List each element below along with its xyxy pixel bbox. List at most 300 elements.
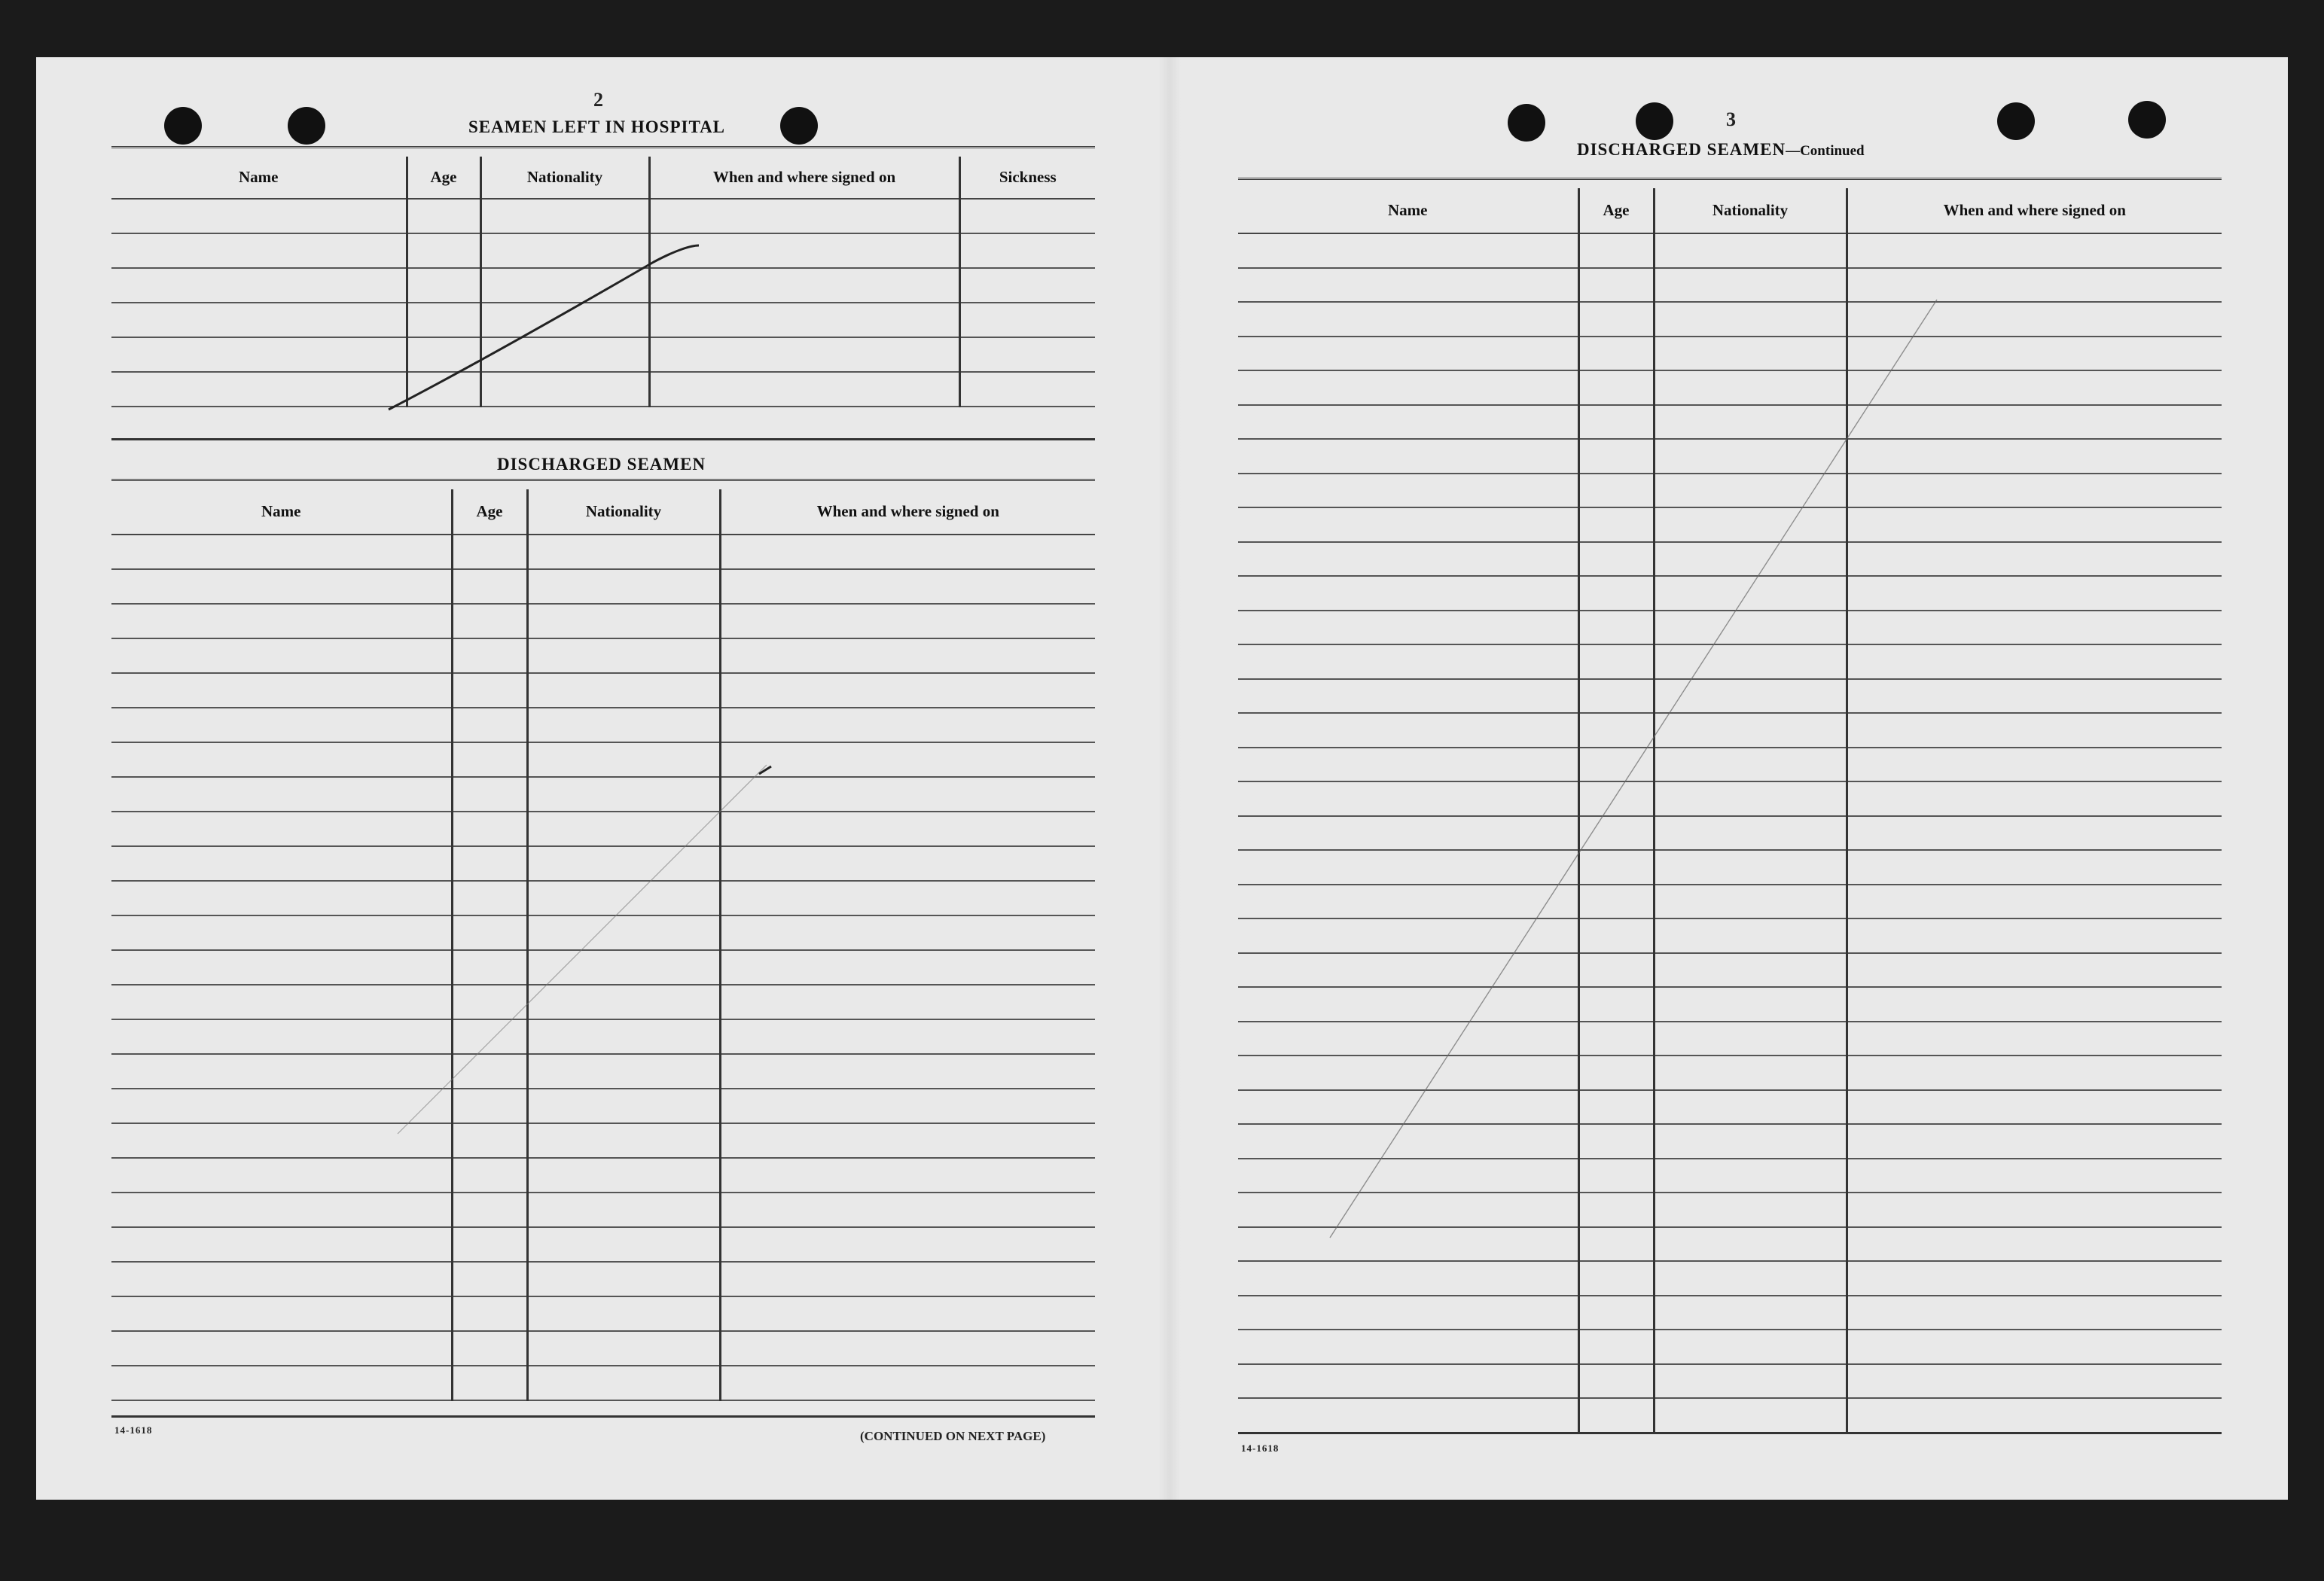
blank-cell: [1238, 816, 1578, 851]
table-row: [111, 1123, 1095, 1158]
punch-hole: [164, 107, 202, 145]
blank-cell: [720, 1193, 1095, 1227]
blank-cell: [111, 673, 452, 708]
blank-cell: [452, 604, 527, 638]
table-row: [111, 1158, 1095, 1193]
blank-cell: [1238, 337, 1578, 371]
blank-cell: [1847, 885, 2222, 919]
blank-cell: [111, 881, 452, 915]
column-header-when-and-where-signed-on: When and where signed on: [720, 489, 1095, 535]
blank-cell: [527, 604, 720, 638]
blank-cell: [1654, 816, 1847, 851]
hospital-bottom-rule: [111, 438, 1095, 440]
table-row: [1238, 953, 2222, 988]
blank-cell: [527, 881, 720, 915]
blank-cell: [1654, 644, 1847, 679]
table-row: [111, 303, 1095, 337]
blank-cell: [1847, 542, 2222, 577]
blank-cell: [111, 372, 407, 407]
blank-cell: [1238, 1364, 1578, 1399]
blank-cell: [111, 303, 407, 337]
blank-cell: [720, 638, 1095, 673]
blank-cell: [111, 1366, 452, 1400]
blank-cell: [452, 673, 527, 708]
table-row: [111, 604, 1095, 638]
blank-cell: [1238, 953, 1578, 988]
blank-cell: [1238, 1261, 1578, 1296]
blank-cell: [1847, 1022, 2222, 1056]
blank-cell: [1654, 370, 1847, 405]
table-row: [1238, 576, 2222, 611]
discharged-title-rule-right: [1238, 178, 2222, 182]
table-row: [1238, 474, 2222, 508]
form-code-left: 14-1618: [114, 1424, 153, 1436]
blank-cell: [1654, 1364, 1847, 1399]
blank-cell: [527, 812, 720, 846]
blank-cell: [527, 673, 720, 708]
blank-cell: [111, 846, 452, 881]
blank-cell: [527, 1262, 720, 1296]
table-row: [1238, 1193, 2222, 1227]
blank-cell: [1654, 1398, 1847, 1433]
blank-cell: [649, 233, 959, 268]
blank-cell: [1847, 1227, 2222, 1262]
table-row: [1238, 1124, 2222, 1159]
discharged-section-title-right: [1577, 140, 1865, 160]
blank-cell: [1847, 1330, 2222, 1364]
blank-cell: [959, 303, 1095, 337]
blank-cell: [527, 1123, 720, 1158]
blank-cell: [649, 199, 959, 233]
blank-cell: [527, 708, 720, 742]
blank-cell: [1238, 576, 1578, 611]
blank-cell: [1578, 781, 1654, 816]
table-row: [111, 233, 1095, 268]
blank-cell: [1578, 507, 1654, 542]
table-row: [1238, 439, 2222, 474]
blank-cell: [1654, 713, 1847, 748]
blank-cell: [1847, 268, 2222, 303]
blank-cell: [720, 673, 1095, 708]
blank-cell: [1238, 474, 1578, 508]
hospital-table: [111, 157, 1095, 407]
blank-cell: [407, 268, 480, 303]
blank-cell: [1654, 748, 1847, 782]
blank-cell: [527, 569, 720, 604]
blank-cell: [1238, 1090, 1578, 1125]
table-row: [1238, 1330, 2222, 1364]
blank-cell: [720, 1054, 1095, 1089]
table-row: [111, 1019, 1095, 1054]
blank-cell: [1847, 370, 2222, 405]
column-header-name: Name: [111, 157, 407, 199]
blank-cell: [1238, 1193, 1578, 1227]
table-row: [111, 1262, 1095, 1296]
blank-cell: [111, 1262, 452, 1296]
blank-cell: [111, 604, 452, 638]
blank-cell: [720, 1089, 1095, 1123]
blank-cell: [452, 1262, 527, 1296]
table-row: [111, 846, 1095, 881]
blank-cell: [527, 1366, 720, 1400]
blank-cell: [720, 604, 1095, 638]
blank-cell: [959, 233, 1095, 268]
blank-cell: [1847, 1364, 2222, 1399]
table-row: [111, 1193, 1095, 1227]
blank-cell: [720, 1158, 1095, 1193]
blank-cell: [1847, 576, 2222, 611]
blank-cell: [452, 569, 527, 604]
blank-cell: [1578, 816, 1654, 851]
blank-cell: [480, 268, 649, 303]
table-row: [111, 1331, 1095, 1366]
blank-cell: [1238, 1124, 1578, 1159]
blank-cell: [1578, 1227, 1654, 1262]
table-row: [1238, 850, 2222, 885]
ledger-sheet: [36, 57, 2288, 1500]
blank-cell: [1578, 644, 1654, 679]
blank-cell: [111, 742, 452, 777]
blank-cell: [452, 1366, 527, 1400]
blank-cell: [649, 372, 959, 407]
blank-cell: [720, 569, 1095, 604]
discharged-section-title-left: DISCHARGED SEAMEN: [497, 455, 706, 474]
blank-cell: [1578, 233, 1654, 268]
blank-cell: [527, 915, 720, 950]
table-row: [1238, 337, 2222, 371]
punch-hole: [1636, 102, 1673, 140]
blank-cell: [1578, 1193, 1654, 1227]
blank-cell: [1654, 1261, 1847, 1296]
blank-cell: [959, 199, 1095, 233]
blank-cell: [1578, 405, 1654, 440]
blank-cell: [452, 1227, 527, 1262]
table-row: [1238, 713, 2222, 748]
table-row: [1238, 233, 2222, 268]
column-header-name: Name: [1238, 188, 1578, 233]
blank-cell: [1654, 507, 1847, 542]
blank-cell: [1578, 1296, 1654, 1330]
blank-cell: [480, 337, 649, 372]
blank-cell: [1578, 987, 1654, 1022]
blank-cell: [527, 1227, 720, 1262]
blank-cell: [1654, 918, 1847, 953]
blank-cell: [527, 1054, 720, 1089]
blank-cell: [480, 303, 649, 337]
table-row: [1238, 679, 2222, 714]
blank-cell: [1238, 611, 1578, 645]
form-code-right: 14-1618: [1241, 1442, 1279, 1454]
blank-cell: [452, 1054, 527, 1089]
blank-cell: [1654, 474, 1847, 508]
blank-cell: [1654, 302, 1847, 337]
blank-cell: [1847, 233, 2222, 268]
table-row: [111, 985, 1095, 1019]
table-row: [1238, 1364, 2222, 1399]
blank-cell: [1238, 918, 1578, 953]
blank-cell: [1578, 542, 1654, 577]
blank-cell: [527, 1296, 720, 1331]
blank-cell: [1578, 337, 1654, 371]
blank-cell: [1578, 1090, 1654, 1125]
blank-cell: [1578, 1398, 1654, 1433]
blank-cell: [452, 638, 527, 673]
blank-cell: [1847, 507, 2222, 542]
column-header-age: Age: [407, 157, 480, 199]
blank-cell: [1578, 1364, 1654, 1399]
table-row: [111, 337, 1095, 372]
blank-cell: [1654, 268, 1847, 303]
column-header-age: Age: [452, 489, 527, 535]
blank-cell: [527, 535, 720, 569]
table-row: [111, 742, 1095, 777]
blank-cell: [1847, 713, 2222, 748]
blank-cell: [111, 1123, 452, 1158]
table-row: [1238, 816, 2222, 851]
table-row: [1238, 1090, 2222, 1125]
table-row: [1238, 918, 2222, 953]
blank-cell: [649, 268, 959, 303]
table-row: [1238, 644, 2222, 679]
hospital-title-rule: [111, 146, 1095, 151]
blank-cell: [1578, 885, 1654, 919]
blank-cell: [1578, 1124, 1654, 1159]
blank-cell: [1847, 816, 2222, 851]
blank-cell: [111, 268, 407, 303]
blank-cell: [1238, 1159, 1578, 1193]
blank-cell: [407, 337, 480, 372]
table-row: [111, 535, 1095, 569]
blank-cell: [1847, 644, 2222, 679]
blank-cell: [1654, 987, 1847, 1022]
blank-cell: [1847, 679, 2222, 714]
column-header-nationality: Nationality: [1654, 188, 1847, 233]
blank-cell: [452, 708, 527, 742]
blank-cell: [1238, 302, 1578, 337]
blank-cell: [1654, 781, 1847, 816]
blank-cell: [1847, 474, 2222, 508]
blank-cell: [1238, 644, 1578, 679]
blank-cell: [1847, 1090, 2222, 1125]
blank-cell: [111, 985, 452, 1019]
punch-hole: [1997, 102, 2035, 140]
blank-cell: [720, 1262, 1095, 1296]
blank-cell: [1238, 987, 1578, 1022]
blank-cell: [527, 846, 720, 881]
blank-cell: [1578, 748, 1654, 782]
blank-cell: [1654, 679, 1847, 714]
blank-cell: [111, 1193, 452, 1227]
table-row: [111, 1227, 1095, 1262]
table-row: [1238, 1296, 2222, 1330]
blank-cell: [1578, 439, 1654, 474]
blank-cell: [720, 915, 1095, 950]
table-row: [111, 950, 1095, 985]
blank-cell: [1654, 405, 1847, 440]
table-row: [111, 199, 1095, 233]
hospital-section-title: SEAMEN LEFT IN HOSPITAL: [468, 117, 726, 136]
blank-cell: [1238, 233, 1578, 268]
blank-cell: [1238, 405, 1578, 440]
table-row: [111, 1054, 1095, 1089]
page-number-left: 2: [593, 89, 603, 111]
blank-cell: [111, 777, 452, 812]
blank-cell: [452, 1158, 527, 1193]
blank-cell: [1238, 781, 1578, 816]
blank-cell: [1578, 370, 1654, 405]
blank-cell: [452, 915, 527, 950]
table-row: [1238, 1022, 2222, 1056]
blank-cell: [1578, 576, 1654, 611]
blank-cell: [1654, 885, 1847, 919]
blank-cell: [1238, 370, 1578, 405]
blank-cell: [407, 233, 480, 268]
blank-cell: [452, 812, 527, 846]
blank-cell: [720, 950, 1095, 985]
blank-cell: [1847, 439, 2222, 474]
blank-cell: [1654, 1330, 1847, 1364]
blank-cell: [1578, 611, 1654, 645]
blank-cell: [452, 950, 527, 985]
discharged-title-rule-left: [111, 479, 1095, 483]
blank-cell: [1578, 1330, 1654, 1364]
blank-cell: [1578, 713, 1654, 748]
table-row: [111, 1366, 1095, 1400]
blank-cell: [1847, 1124, 2222, 1159]
blank-cell: [1238, 439, 1578, 474]
table-row: [111, 638, 1095, 673]
blank-cell: [1654, 576, 1847, 611]
table-row: [111, 673, 1095, 708]
column-header-when-and-where-signed-on: When and where signed on: [649, 157, 959, 199]
blank-cell: [111, 1089, 452, 1123]
table-row: [111, 1296, 1095, 1331]
blank-cell: [452, 742, 527, 777]
blank-cell: [1238, 1330, 1578, 1364]
blank-cell: [527, 985, 720, 1019]
table-row: [111, 1089, 1095, 1123]
blank-cell: [1238, 507, 1578, 542]
table-row: [1238, 302, 2222, 337]
page-gutter: [1158, 57, 1181, 1500]
table-row: [1238, 1056, 2222, 1090]
blank-cell: [1238, 679, 1578, 714]
table-row: [111, 268, 1095, 303]
blank-cell: [527, 1331, 720, 1366]
blank-cell: [1654, 1159, 1847, 1193]
punch-hole: [780, 107, 818, 145]
blank-cell: [1654, 1296, 1847, 1330]
table-row: [111, 372, 1095, 407]
table-row: [111, 777, 1095, 812]
blank-cell: [649, 303, 959, 337]
blank-cell: [720, 535, 1095, 569]
blank-cell: [1847, 405, 2222, 440]
blank-cell: [1578, 1056, 1654, 1090]
blank-cell: [111, 535, 452, 569]
blank-cell: [1238, 1056, 1578, 1090]
blank-cell: [1654, 233, 1847, 268]
blank-cell: [1847, 748, 2222, 782]
blank-cell: [720, 985, 1095, 1019]
blank-cell: [1654, 542, 1847, 577]
blank-cell: [1847, 1296, 2222, 1330]
blank-cell: [1238, 1022, 1578, 1056]
continued-note: (CONTINUED ON NEXT PAGE): [860, 1429, 1046, 1443]
blank-cell: [111, 915, 452, 950]
table-row: [111, 881, 1095, 915]
blank-cell: [1654, 439, 1847, 474]
table-row: [111, 812, 1095, 846]
column-header-sickness: Sickness: [959, 157, 1095, 199]
blank-cell: [480, 233, 649, 268]
blank-cell: [527, 638, 720, 673]
blank-cell: [111, 1054, 452, 1089]
table-row: [1238, 885, 2222, 919]
blank-cell: [1238, 268, 1578, 303]
blank-cell: [407, 303, 480, 337]
blank-cell: [407, 372, 480, 407]
page-number-right: 3: [1726, 108, 1736, 130]
column-header-when-and-where-signed-on: When and where signed on: [1847, 188, 2222, 233]
table-row: [1238, 1261, 2222, 1296]
blank-cell: [720, 708, 1095, 742]
blank-cell: [1238, 1227, 1578, 1262]
table-row: [1238, 405, 2222, 440]
blank-cell: [1578, 474, 1654, 508]
column-header-age: Age: [1578, 188, 1654, 233]
blank-cell: [720, 881, 1095, 915]
blank-cell: [959, 337, 1095, 372]
blank-cell: [720, 846, 1095, 881]
blank-cell: [452, 985, 527, 1019]
blank-cell: [1238, 542, 1578, 577]
blank-cell: [1847, 337, 2222, 371]
table-row: [1238, 781, 2222, 816]
blank-cell: [1578, 1022, 1654, 1056]
table-row: [1238, 268, 2222, 303]
blank-cell: [452, 535, 527, 569]
blank-cell: [1578, 268, 1654, 303]
discharged-title-text: DISCHARGED SEAMEN: [1577, 140, 1786, 159]
blank-cell: [1847, 1056, 2222, 1090]
blank-cell: [1654, 1227, 1847, 1262]
blank-cell: [452, 1331, 527, 1366]
blank-cell: [720, 777, 1095, 812]
blank-cell: [720, 1227, 1095, 1262]
blank-cell: [111, 1296, 452, 1331]
blank-cell: [452, 1123, 527, 1158]
blank-cell: [1654, 1056, 1847, 1090]
blank-cell: [720, 1366, 1095, 1400]
blank-cell: [1578, 679, 1654, 714]
table-row: [1238, 1159, 2222, 1193]
blank-cell: [480, 199, 649, 233]
table-row: [111, 708, 1095, 742]
column-header-nationality: Nationality: [527, 489, 720, 535]
blank-cell: [111, 1331, 452, 1366]
punch-hole: [1508, 104, 1545, 142]
blank-cell: [111, 638, 452, 673]
table-row: [111, 569, 1095, 604]
blank-cell: [959, 268, 1095, 303]
blank-cell: [111, 199, 407, 233]
blank-cell: [452, 1296, 527, 1331]
blank-cell: [527, 1089, 720, 1123]
blank-cell: [1847, 781, 2222, 816]
blank-cell: [1578, 953, 1654, 988]
continued-suffix: —Continued: [1786, 143, 1865, 159]
